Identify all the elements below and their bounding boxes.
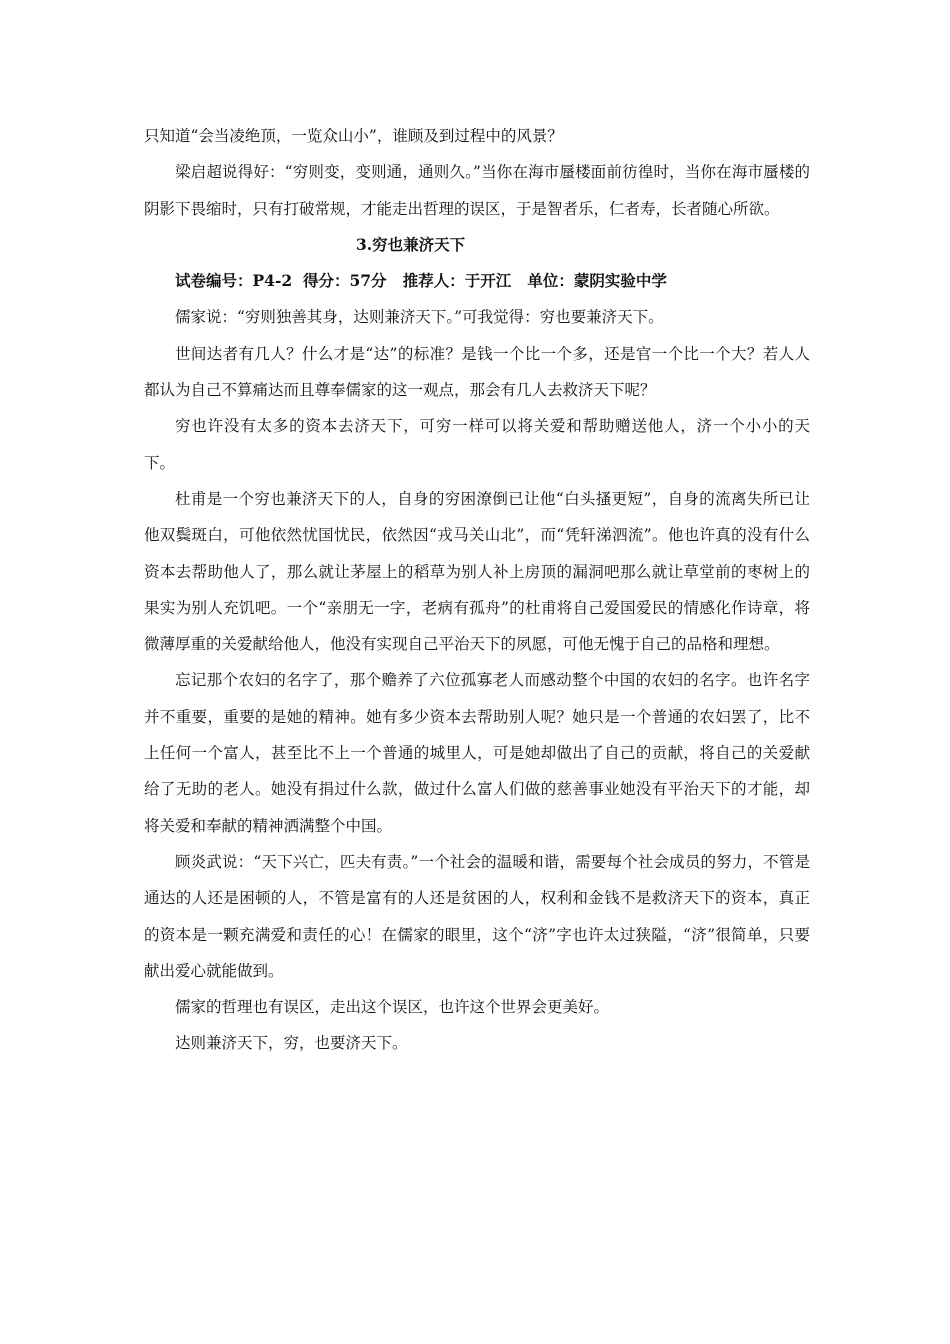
paragraph: 顾炎武说：“天下兴亡，匹夫有责。”一个社会的温暖和谐，需要每个社会成员的努力，不管是通达的人还是困顿的人，不管是富有的人还是贫困的人，权利和金钱不是救济天下的资本，真正的资本是一颗充满爱和责任的心！在儒家的眼里，这个“济”字也许太过狭隘，“济”很简单，只要献出爱心就能做到。	[144, 852, 810, 980]
paragraph: 杜甫是一个穷也兼济天下的人，自身的穷困潦倒已让他“白头搔更短”，自身的流离失所已让他双鬓斑白，可他依然忧国忧民，依然因“戎马关山北”，而“凭轩涕泗流”。他也许真的没有什么资本去帮助他人了，那么就让茅屋上的稻草为别人补上房顶的漏洞吧那么就让草堂前的枣树上的果实为别人充饥吧。一个“亲朋无一字，老病有孤舟”的杜甫将自己爱国爱民的情感化作诗章，将微薄厚重的关爱献给他人，他没有实现自己平治天下的夙愿，可他无愧于自己的品格和理想。	[144, 489, 810, 654]
paragraph: 穷也许没有太多的资本去济天下，可穷一样可以将关爱和帮助赠送他人，济一个小小的天下。	[144, 417, 810, 472]
paragraph: 达则兼济天下，穷，也要济天下。	[175, 1034, 408, 1053]
paragraph: 忘记那个农妇的名字了，那个赡养了六位孤寡老人而感动整个中国的农妇的名字。也许名字并不重要，重要的是她的精神。她有多少资本去帮助别人呢？她只是一个普通的农妇罢了，比不上任何一个富人，甚至比不上一个普通的城里人，可是她却做出了自己的贡献，将自己的关爱献给了无助的老人。她没有捐过什么款，做过什么富人们做的慈善事业她没有平治天下的才能，却将关爱和奉献的精神洒满整个中国。	[144, 671, 810, 835]
paragraph: 梁启超说得好：“穷则变，变则通，通则久。”当你在海市蜃楼面前彷徨时，当你在海市蜃楼的阴影下畏缩时，只有打破常规，才能走出哲理的误区，于是智者乐，仁者寿，长者随心所欲。	[144, 163, 810, 218]
essay-meta: 试卷编号：P4-2 得分：57分 推荐人：于开江 单位：蒙阴实验中学	[175, 271, 667, 291]
paragraph: 儒家说：“穷则独善其身，达则兼济天下。”可我觉得：穷也要兼济天下。	[175, 308, 664, 327]
document-body	[144, 118, 810, 1062]
paragraph: 儒家的哲理也有误区，走出这个误区，也许这个世界会更美好。	[175, 998, 610, 1017]
paragraph: 只知道“会当凌绝顶，一览众山小”，谁顾及到过程中的风景？	[144, 127, 563, 145]
essay-title: 3.穷也兼济天下	[356, 234, 466, 254]
paragraph: 世间达者有几人？什么才是“达”的标准？是钱一个比一个多，还是官一个比一个大？若人人都认为自己不算痛达而且尊奉儒家的这一观点，那会有几人去救济天下呢？	[144, 344, 810, 400]
